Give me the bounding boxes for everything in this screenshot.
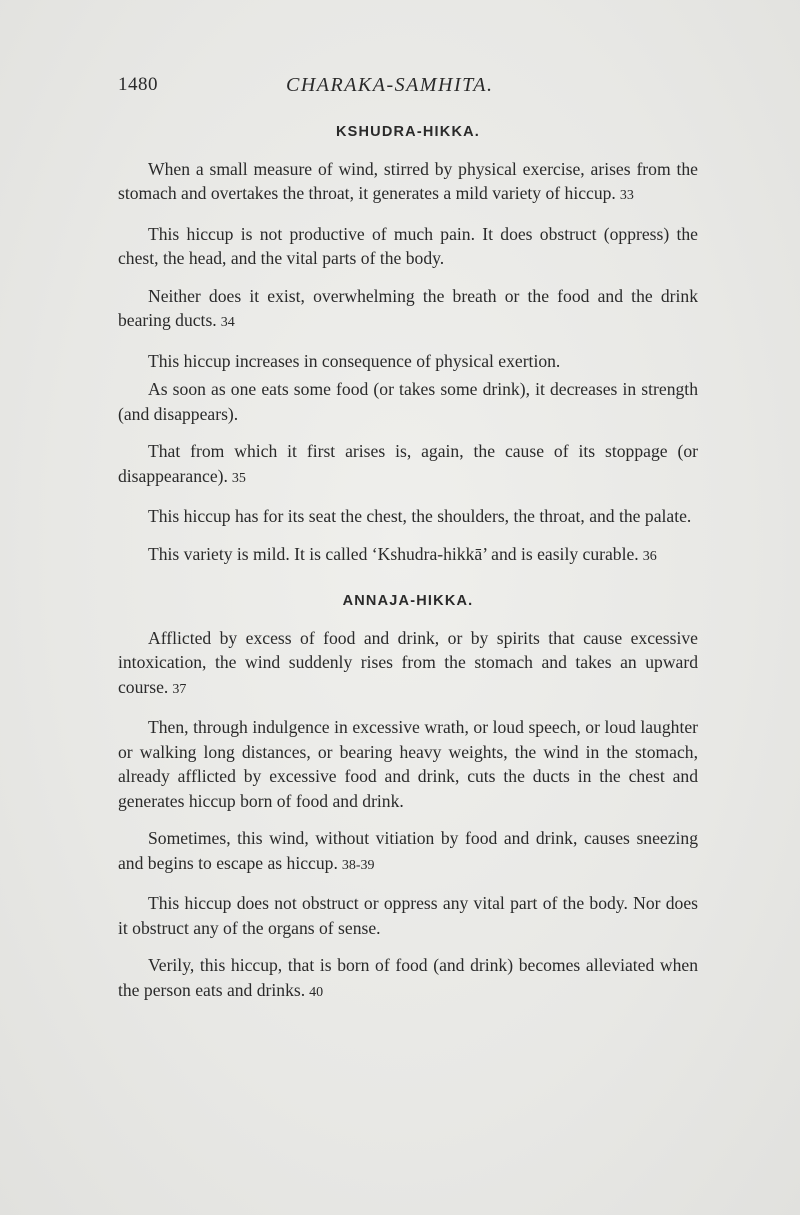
section-heading-kshudra-hikka: KSHUDRA-HIKKA.	[335, 124, 481, 140]
paragraph: That from which it first arises is, again, the cause of its stoppage (or disappearance). 35	[118, 441, 698, 486]
verse-number: 33	[619, 188, 634, 203]
verse-number: 38-39	[341, 857, 375, 873]
running-title: CHARAKA-SAMHITA.	[286, 74, 494, 96]
verse-number: 36	[642, 548, 657, 564]
paragraph: This variety is mild. It is called ‘Kshudra-hikkā’ and is easily curable. 36	[148, 543, 657, 564]
verse-number: 34	[220, 315, 235, 330]
paragraph: Neither does it exist, overwhelming the breath or the food and the drink bearing ducts. 34	[118, 285, 698, 330]
paragraph: This hiccup has for its seat the chest, the shoulders, the throat, and the palate.	[148, 506, 692, 526]
paragraph: Then, through indulgence in excessive wrath, or loud speech, or loud laughter or walking long distances, or bearing heavy weights, the wind in the stomach, already afflicted by excessive food and drink, cuts the ducts in the chest and generates hiccup born of food and drink.	[118, 717, 698, 811]
verse-number: 37	[172, 681, 187, 697]
paragraph: Verily, this hiccup, that is born of food (and drink) becomes alleviated when the person eats and drinks. 40	[118, 955, 698, 1000]
paragraph: Afflicted by excess of food and drink, or by spirits that cause excessive intoxication, the wind suddenly rises from the stomach and takes an upward course. 37	[118, 627, 698, 697]
paragraph: Sometimes, this wind, without vitiation by food and drink, causes sneezing and begins to escape as hiccup. 38-39	[118, 828, 698, 873]
paragraph: This hiccup is not productive of much pain. It does obstruct (oppress) the chest, the head, and the vital parts of the body.	[118, 223, 698, 268]
page-number: 1480	[118, 74, 158, 95]
verse-number: 40	[309, 984, 324, 1000]
page-header	[118, 74, 698, 98]
section-heading-annaja-hikka: ANNAJA-HIKKA.	[342, 593, 474, 609]
paragraph: This hiccup does not obstruct or oppress any vital part of the body. Nor does it obstruct any of the organs of sense.	[118, 893, 698, 938]
paragraph: This hiccup increases in consequence of physical exertion.	[148, 350, 561, 371]
paragraph: As soon as one eats some food (or takes some drink), it decreases in strength (and disappears).	[118, 379, 698, 424]
paragraph: When a small measure of wind, stirred by physical exercise, arises from the stomach and overtakes the throat, it generates a mild variety of hiccup. 33	[118, 158, 698, 203]
page-body	[118, 120, 698, 1018]
verse-number: 35	[231, 470, 246, 486]
